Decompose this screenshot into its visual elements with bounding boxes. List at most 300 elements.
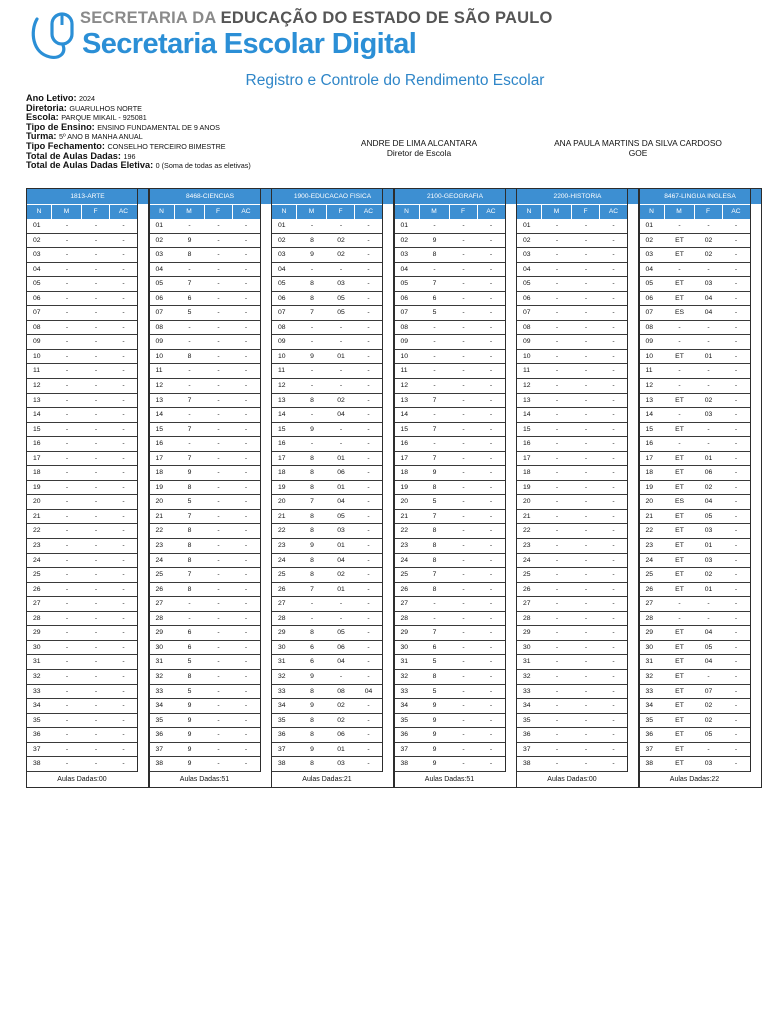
table-cell: -: [122, 556, 125, 564]
table-cell: 02: [523, 236, 531, 244]
table-cell: -: [244, 440, 248, 448]
table-cell: -: [188, 411, 191, 419]
table-cell: -: [612, 425, 615, 433]
table-cell: 6: [187, 629, 192, 637]
table-cell: 35: [155, 716, 164, 724]
table-cell: -: [367, 222, 370, 229]
table-cell: 8: [310, 629, 314, 637]
table-cell: 22: [645, 527, 654, 535]
table-cell: 13: [33, 396, 41, 404]
table-cell: -: [584, 469, 588, 477]
table-row: [150, 394, 260, 409]
table-cell: -: [584, 731, 588, 739]
table-cell: 02: [337, 716, 345, 724]
table-row: [640, 728, 750, 743]
table-row: [395, 364, 505, 379]
table-cell: 04: [337, 658, 345, 666]
table-cell: -: [584, 571, 588, 579]
table-cell: 27: [645, 600, 654, 608]
table-cell: -: [612, 527, 615, 535]
table-cell: -: [367, 760, 370, 768]
table-cell: -: [489, 731, 493, 739]
column-header: N: [640, 205, 665, 219]
subject-table: [517, 205, 627, 772]
table-cell: -: [707, 425, 710, 433]
table-cell: -: [734, 687, 738, 695]
table-cell: 04: [704, 294, 713, 302]
table-cell: 15: [278, 425, 286, 433]
table-cell: -: [244, 454, 248, 462]
table-cell: -: [244, 338, 248, 346]
aulas-dadas-footer: Aulas Dadas:00: [57, 776, 107, 783]
subject-title: 8467-LINGUA INGLESA: [640, 189, 761, 205]
table-cell: -: [94, 760, 98, 768]
table-row: [517, 539, 627, 554]
table-cell: -: [612, 672, 615, 680]
secretaria-prefix: SECRETARIA DA: [80, 9, 216, 27]
table-cell: 04: [704, 498, 713, 506]
table-cell: -: [65, 614, 69, 622]
table-cell: 05: [400, 280, 409, 288]
table-cell: -: [462, 731, 465, 739]
table-cell: -: [489, 483, 493, 491]
table-cell: 01: [278, 222, 286, 229]
aulas-dadas-footer: Aulas Dadas:51: [179, 776, 230, 783]
table-row: [640, 219, 750, 234]
table-cell: 26: [645, 585, 654, 593]
table-row: [150, 655, 260, 670]
turma-value: 5º ANO B MANHA ANUAL: [58, 132, 143, 142]
diretoria-label: Diretoria:: [26, 102, 67, 113]
table-row: [395, 335, 505, 350]
column-header: F: [82, 205, 110, 219]
table-row: [150, 597, 260, 612]
table-row: [150, 321, 260, 336]
table-cell: -: [433, 352, 436, 360]
table-cell: -: [584, 658, 588, 666]
table-row: [27, 685, 137, 700]
table-cell: 05: [337, 512, 345, 520]
table-cell: ET: [675, 658, 684, 666]
subject-table: [150, 205, 260, 772]
table-cell: 08: [278, 323, 286, 331]
table-cell: -: [584, 527, 588, 535]
table-row: [517, 408, 627, 423]
table-cell: 04: [337, 411, 345, 419]
table-row: [640, 626, 750, 641]
table-row: [272, 670, 382, 685]
table-cell: 06: [278, 294, 286, 302]
table-row: [150, 437, 260, 452]
table-cell: -: [339, 600, 343, 608]
table-row: [640, 757, 750, 772]
table-row: [517, 597, 627, 612]
table-cell: 14: [33, 411, 41, 419]
table-cell: 38: [523, 760, 531, 768]
table-row: [272, 597, 382, 612]
table-cell: -: [707, 265, 710, 273]
table-cell: 09: [155, 338, 164, 346]
table-row: [517, 350, 627, 365]
table-cell: 8: [310, 294, 314, 302]
table-row: [517, 626, 627, 641]
table-cell: 01: [155, 222, 164, 229]
table-cell: -: [94, 731, 98, 739]
table-cell: 17: [400, 454, 409, 462]
table-cell: -: [244, 600, 248, 608]
table-cell: 15: [33, 425, 41, 433]
table-cell: -: [244, 425, 248, 433]
table-row: [150, 626, 260, 641]
table-cell: -: [65, 265, 69, 273]
table-cell: 26: [155, 585, 164, 593]
table-cell: -: [734, 236, 738, 244]
table-cell: -: [734, 571, 738, 579]
table-cell: 38: [33, 760, 41, 768]
column-header: M: [542, 205, 572, 219]
table-cell: -: [244, 629, 248, 637]
table-cell: -: [584, 687, 588, 695]
table-row: [395, 350, 505, 365]
table-cell: -: [310, 265, 314, 273]
table-cell: 6: [187, 294, 192, 302]
table-cell: -: [310, 222, 314, 229]
table-row: [640, 597, 750, 612]
table-row: [150, 379, 260, 394]
table-cell: 04: [278, 265, 286, 273]
table-cell: -: [612, 716, 615, 724]
school-info: [26, 94, 251, 171]
table-cell: 29: [155, 629, 164, 637]
table-cell: 19: [645, 483, 654, 491]
table-cell: 35: [400, 716, 409, 724]
column-header-row: [395, 205, 505, 219]
table-cell: -: [462, 571, 465, 579]
table-cell: -: [94, 629, 98, 637]
tipo-ensino-label: Tipo de Ensino:: [26, 121, 95, 132]
table-cell: 7: [432, 571, 437, 579]
table-cell: 03: [400, 251, 409, 259]
table-row: [395, 408, 505, 423]
table-cell: 06: [337, 731, 345, 739]
table-row: [640, 655, 750, 670]
table-cell: -: [734, 469, 738, 477]
table-row: [27, 219, 137, 234]
table-cell: 05: [337, 629, 345, 637]
table-cell: 5: [432, 658, 437, 666]
table-cell: -: [122, 629, 125, 637]
table-cell: -: [489, 265, 493, 273]
table-cell: -: [612, 265, 615, 273]
table-cell: 32: [155, 672, 164, 680]
secretaria-name: EDUCAÇÃO DO ESTADO DE SÃO PAULO: [220, 9, 553, 27]
table-row: [272, 612, 382, 627]
table-cell: 19: [155, 483, 164, 491]
table-cell: 9: [432, 745, 437, 753]
table-cell: 28: [400, 614, 409, 622]
table-cell: 01: [337, 483, 345, 491]
table-cell: -: [734, 702, 738, 710]
table-cell: 01: [400, 222, 409, 229]
table-cell: -: [310, 382, 314, 390]
table-cell: -: [367, 585, 370, 593]
table-cell: 12: [400, 382, 409, 390]
table-row: [640, 524, 750, 539]
table-row: [150, 408, 260, 423]
table-cell: ET: [675, 716, 684, 724]
table-row: [27, 292, 137, 307]
table-cell: 03: [645, 251, 654, 259]
table-cell: 9: [432, 236, 437, 244]
table-cell: -: [65, 352, 69, 360]
table-cell: -: [94, 702, 98, 710]
column-header: AC: [486, 208, 496, 215]
table-cell: -: [94, 338, 98, 346]
table-cell: 36: [278, 731, 286, 739]
table-row: [395, 394, 505, 409]
table-cell: 37: [400, 745, 409, 753]
table-cell: -: [367, 498, 370, 506]
table-row: [395, 757, 505, 772]
table-cell: -: [122, 585, 125, 593]
table-cell: -: [612, 222, 615, 229]
table-cell: -: [433, 323, 436, 331]
table-cell: -: [94, 658, 98, 666]
table-cell: 17: [33, 454, 41, 462]
table-cell: -: [65, 469, 69, 477]
table-cell: -: [555, 411, 559, 419]
table-cell: -: [584, 629, 588, 637]
table-cell: 34: [155, 702, 164, 710]
table-cell: 6: [187, 643, 192, 651]
table-cell: -: [367, 643, 370, 651]
table-row: [640, 466, 750, 481]
table-cell: -: [555, 585, 559, 593]
column-divider: [260, 189, 261, 772]
column-header: M: [52, 205, 82, 219]
table-cell: 20: [400, 498, 409, 506]
table-cell: -: [612, 643, 615, 651]
table-cell: 9: [187, 469, 192, 477]
subject-title: 1900-EDUCACAO FISICA: [272, 189, 393, 205]
table-cell: -: [65, 512, 69, 520]
table-cell: ET: [675, 672, 684, 680]
table-cell: 10: [155, 352, 164, 360]
total-eletiva-value: 0 (Soma de todas as eletivas): [155, 161, 251, 171]
table-cell: -: [584, 236, 588, 244]
table-cell: -: [489, 352, 493, 360]
table-cell: -: [339, 425, 343, 433]
table-row: [640, 481, 750, 496]
table-cell: -: [612, 687, 615, 695]
table-cell: -: [489, 440, 493, 448]
table-cell: -: [462, 498, 465, 506]
table-cell: 9: [187, 702, 192, 710]
table-cell: -: [555, 614, 559, 622]
table-cell: -: [462, 236, 465, 244]
table-cell: 02: [704, 716, 713, 724]
table-cell: -: [65, 571, 69, 579]
table-cell: -: [555, 629, 559, 637]
table-cell: 19: [33, 483, 41, 491]
table-cell: 12: [523, 382, 531, 390]
table-cell: 7: [432, 280, 437, 288]
table-row: [395, 321, 505, 336]
table-row: [517, 292, 627, 307]
table-cell: 12: [645, 382, 654, 390]
table-cell: 5: [432, 687, 437, 695]
table-cell: 17: [155, 454, 164, 462]
table-cell: -: [584, 309, 588, 317]
table-cell: -: [707, 382, 710, 390]
table-cell: -: [489, 454, 493, 462]
table-cell: 8: [432, 585, 437, 593]
table-cell: 03: [704, 280, 713, 288]
table-cell: -: [734, 585, 738, 593]
table-cell: -: [555, 382, 559, 390]
table-cell: -: [462, 687, 465, 695]
table-cell: 14: [400, 411, 409, 419]
table-cell: 7: [310, 309, 314, 317]
table-cell: -: [707, 745, 710, 753]
aulas-dadas-footer: Aulas Dadas:51: [424, 776, 475, 783]
table-cell: -: [462, 280, 465, 288]
table-row: [640, 379, 750, 394]
table-row: [517, 364, 627, 379]
table-cell: 01: [33, 222, 41, 229]
table-cell: -: [462, 760, 465, 768]
table-cell: 04: [337, 556, 345, 564]
table-cell: 8: [187, 672, 192, 680]
table-cell: 11: [278, 367, 286, 375]
table-cell: -: [94, 352, 98, 360]
table-cell: -: [462, 716, 465, 724]
table-cell: -: [555, 440, 559, 448]
table-row: [640, 321, 750, 336]
table-cell: -: [489, 542, 493, 550]
table-cell: -: [65, 338, 69, 346]
table-cell: -: [612, 382, 615, 390]
table-cell: 10: [278, 352, 286, 360]
table-row: [150, 524, 260, 539]
table-cell: 05: [645, 280, 654, 288]
table-cell: ET: [675, 236, 684, 244]
table-cell: -: [584, 367, 588, 375]
table-row: [395, 248, 505, 263]
table-row: [27, 641, 137, 656]
table-cell: -: [489, 585, 493, 593]
table-cell: -: [188, 323, 191, 331]
table-cell: -: [489, 280, 493, 288]
table-row: [517, 248, 627, 263]
table-cell: 15: [523, 425, 531, 433]
table-cell: 22: [155, 527, 164, 535]
table-row: [517, 583, 627, 598]
table-row: [150, 466, 260, 481]
table-row: [517, 510, 627, 525]
table-cell: -: [734, 382, 738, 390]
table-row: [640, 583, 750, 598]
table-cell: -: [310, 338, 314, 346]
table-cell: 5: [432, 498, 437, 506]
table-row: [272, 379, 382, 394]
table-cell: 02: [33, 236, 41, 244]
table-cell: -: [217, 702, 220, 710]
table-cell: ET: [675, 571, 684, 579]
table-cell: ET: [675, 702, 684, 710]
table-cell: -: [612, 411, 615, 419]
table-cell: 05: [33, 280, 41, 288]
table-cell: -: [612, 483, 615, 491]
table-cell: -: [555, 556, 559, 564]
table-cell: -: [462, 396, 465, 404]
table-cell: 24: [645, 556, 654, 564]
table-cell: -: [489, 600, 493, 608]
table-cell: -: [462, 265, 465, 273]
table-cell: 7: [187, 512, 192, 520]
table-cell: -: [555, 323, 559, 331]
table-cell: 5: [432, 309, 437, 317]
table-cell: 34: [523, 702, 531, 710]
diretoria-value: GUARULHOS NORTE: [69, 103, 142, 113]
table-cell: 25: [645, 571, 654, 579]
table-cell: 07: [33, 309, 41, 317]
table-cell: -: [489, 222, 493, 229]
table-cell: -: [734, 425, 738, 433]
table-cell: -: [217, 585, 220, 593]
table-cell: -: [489, 527, 493, 535]
table-cell: -: [489, 716, 493, 724]
table-cell: 8: [187, 251, 192, 259]
table-cell: -: [217, 600, 220, 608]
table-row: [517, 655, 627, 670]
table-cell: -: [310, 323, 314, 331]
table-cell: -: [122, 731, 125, 739]
table-cell: 23: [155, 542, 164, 550]
app-title: Secretaria Escolar Digital: [82, 28, 417, 60]
table-cell: ET: [675, 425, 684, 433]
table-cell: -: [244, 280, 248, 288]
table-cell: -: [555, 745, 559, 753]
table-row: [27, 714, 137, 729]
table-row: [150, 699, 260, 714]
table-cell: -: [65, 643, 69, 651]
table-cell: -: [122, 542, 125, 550]
table-row: [27, 539, 137, 554]
table-row: [517, 495, 627, 510]
table-cell: -: [310, 614, 314, 622]
table-cell: 17: [645, 454, 654, 462]
table-cell: 29: [523, 629, 531, 637]
column-header: M: [665, 205, 695, 219]
table-cell: 30: [645, 643, 654, 651]
column-divider: [137, 189, 138, 772]
table-cell: -: [462, 425, 465, 433]
table-cell: -: [584, 454, 588, 462]
table-cell: 16: [523, 440, 531, 448]
table-cell: -: [612, 745, 615, 753]
table-cell: 5: [187, 309, 192, 317]
table-cell: -: [122, 411, 125, 419]
table-cell: 28: [278, 614, 286, 622]
table-cell: -: [367, 309, 370, 317]
table-cell: -: [462, 323, 465, 331]
table-cell: 16: [155, 440, 164, 448]
table-cell: -: [367, 614, 370, 622]
table-cell: 8: [310, 454, 314, 462]
table-cell: -: [462, 658, 465, 666]
table-cell: 07: [704, 687, 713, 695]
